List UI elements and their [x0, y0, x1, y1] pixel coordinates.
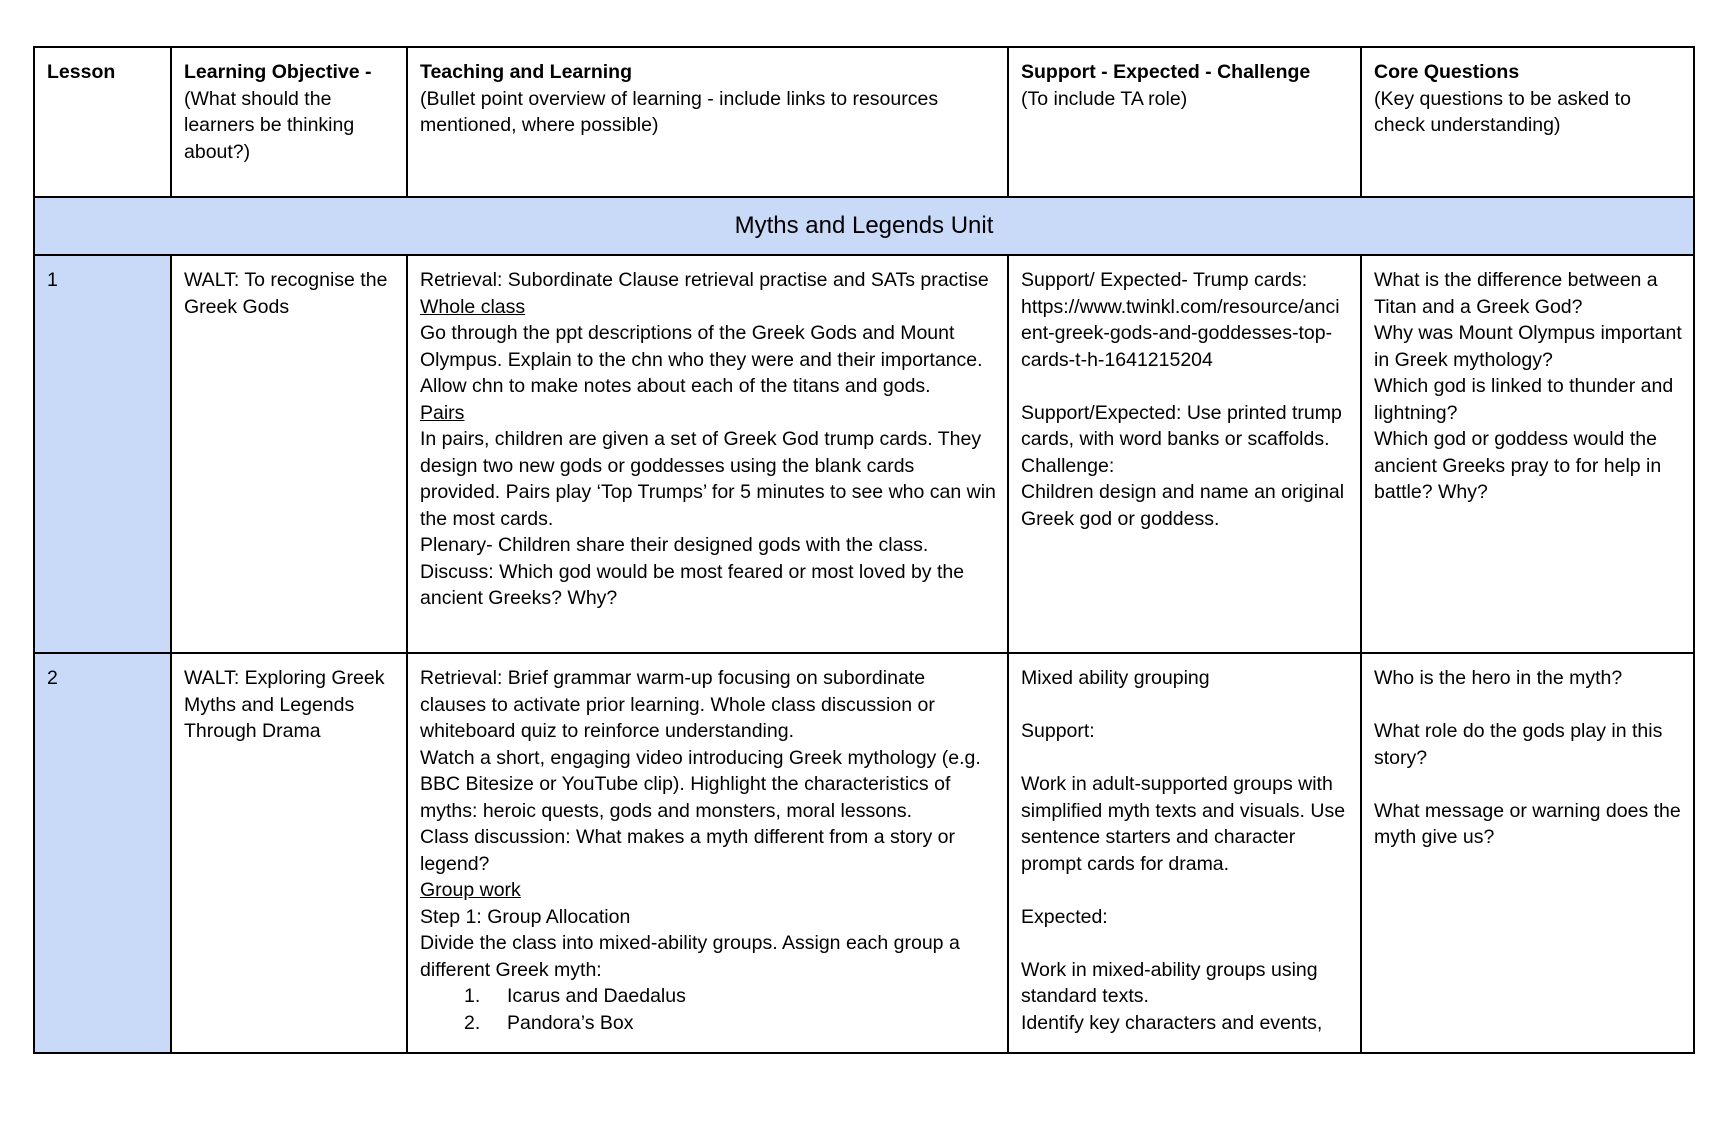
list-item — [420, 983, 996, 1010]
header-core-subtitle: (Key questions to be asked to check understanding) — [1374, 87, 1631, 136]
core-questions — [1361, 653, 1694, 1053]
core-question: Which god or goddess would the ancient Greeks pray to for help in battle? Why? — [1374, 428, 1662, 503]
learning-objective — [171, 255, 407, 653]
list-item — [420, 1010, 996, 1037]
spacer — [1021, 373, 1349, 400]
header-core — [1361, 47, 1694, 197]
core-question: Which god is linked to thunder and lightning? — [1374, 375, 1674, 424]
retrieval-text: Retrieval: Subordinate Clause retrieval practise and SATs practise — [420, 269, 989, 291]
support-expected-challenge — [1008, 255, 1361, 653]
expected-text: Identify key characters and events, — [1021, 1011, 1323, 1034]
header-lesson — [34, 47, 171, 197]
myth-list — [420, 983, 996, 1036]
retrieval-text: Retrieval: Brief grammar warm-up focusing on subordinate clauses to activate prior learning. Whole class discussion or whiteboard quiz to reinforce understanding. — [420, 667, 935, 742]
support-expected-challenge — [1008, 653, 1361, 1053]
objective-text: WALT: Exploring Greek Myths and Legends Through Drama — [184, 667, 385, 742]
header-core-title: Core Questions — [1374, 61, 1520, 83]
spacer — [1374, 771, 1682, 798]
lesson-plan-page — [33, 46, 1695, 1054]
spacer — [1374, 692, 1682, 719]
support-label: Support: — [1021, 720, 1095, 742]
teaching-learning — [407, 653, 1008, 1053]
divide-text: Divide the class into mixed-ability groups. Assign each group a different Greek myth: — [420, 932, 960, 981]
header-objective-title: Learning Objective - — [184, 61, 372, 83]
core-question: Why was Mount Olympus important in Greek mythology? — [1374, 322, 1682, 371]
trump-cards-link[interactable]: Support/ Expected- Trump cards: https://www.twinkl.com/resource/ancient-greek-gods-and-goddesses-top-cards-t-h-1641215204 — [1021, 269, 1340, 371]
step-1-text: Step 1: Group Allocation — [420, 905, 631, 928]
header-teaching-subtitle: (Bullet point overview of learning - include links to resources mentioned, where possible) — [420, 87, 939, 136]
support-expected-text: Support/Expected: Use printed trump cards, with word banks or scaffolds. — [1021, 401, 1342, 450]
lesson-number: 2 — [34, 653, 171, 1053]
spacer — [1021, 745, 1349, 772]
discuss-text: Discuss: Which god would be most feared or most loved by the ancient Greeks? Why? — [420, 560, 965, 609]
whole-class-heading: Whole class — [420, 295, 526, 318]
expected-label: Expected: — [1021, 905, 1108, 928]
header-objective — [171, 47, 407, 197]
support-text: Work in adult-supported groups with simplified myth texts and visuals. Use sentence starters and character prompt cards for drama. — [1021, 773, 1346, 875]
header-row — [34, 47, 1694, 197]
header-teaching — [407, 47, 1008, 197]
spacer — [1021, 877, 1349, 904]
pairs-text: In pairs, children are given a set of Greek God trump cards. They design two new gods or goddesses using the blank cards provided. Pairs play ‘Top Trumps’ for 5 minutes to see who can win the most cards. — [420, 428, 996, 530]
lesson-row-1 — [34, 255, 1694, 653]
header-support — [1008, 47, 1361, 197]
list-item-number: 1. — [464, 985, 481, 1007]
challenge-label: Challenge: — [1021, 454, 1115, 477]
core-question: What is the difference between a Titan and a Greek God? — [1374, 269, 1658, 318]
spacer — [1021, 692, 1349, 719]
lesson-row-2 — [34, 653, 1694, 1053]
header-support-subtitle: (To include TA role) — [1021, 87, 1188, 110]
list-item-label: Pandora’s Box — [507, 1011, 634, 1034]
teaching-learning — [407, 255, 1008, 653]
header-objective-subtitle: (What should the learners be thinking about?) — [184, 87, 355, 163]
pairs-heading: Pairs — [420, 401, 465, 424]
group-work-heading: Group work — [420, 879, 521, 901]
objective-text: WALT: To recognise the Greek Gods — [184, 269, 388, 318]
header-teaching-title: Teaching and Learning — [420, 61, 632, 83]
whole-class-text: Go through the ppt descriptions of the Greek Gods and Mount Olympus. Explain to the chn who they were and their importance. Allow chn to make notes about each of the titans and gods. — [420, 322, 983, 397]
lesson-plan-table — [33, 46, 1695, 1054]
expected-text: Work in mixed-ability groups using standard texts. — [1021, 958, 1318, 1007]
spacer — [1021, 930, 1349, 957]
list-item-number: 2. — [464, 1011, 481, 1034]
unit-title: Myths and Legends Unit — [34, 197, 1694, 255]
challenge-text: Children design and name an original Greek god or goddess. — [1021, 481, 1345, 530]
header-support-title: Support - Expected - Challenge — [1021, 61, 1311, 83]
list-item-label: Icarus and Daedalus — [507, 985, 686, 1007]
core-question: What message or warning does the myth give us? — [1374, 799, 1681, 848]
core-question: Who is the hero in the myth? — [1374, 667, 1623, 689]
unit-row — [34, 197, 1694, 255]
core-question: What role do the gods play in this story? — [1374, 720, 1663, 769]
header-lesson-title: Lesson — [47, 61, 116, 83]
video-text: Watch a short, engaging video introducing Greek mythology (e.g. BBC Bitesize or YouTube clip). Highlight the characteristics of myths: heroic quests, gods and monsters, moral lessons. — [420, 746, 981, 822]
plenary-text: Plenary- Children share their designed gods with the class. — [420, 534, 929, 556]
core-questions — [1361, 255, 1694, 653]
lesson-number: 1 — [34, 255, 171, 653]
learning-objective — [171, 653, 407, 1053]
class-discussion-text: Class discussion: What makes a myth different from a story or legend? — [420, 826, 955, 875]
grouping-text: Mixed ability grouping — [1021, 667, 1210, 689]
